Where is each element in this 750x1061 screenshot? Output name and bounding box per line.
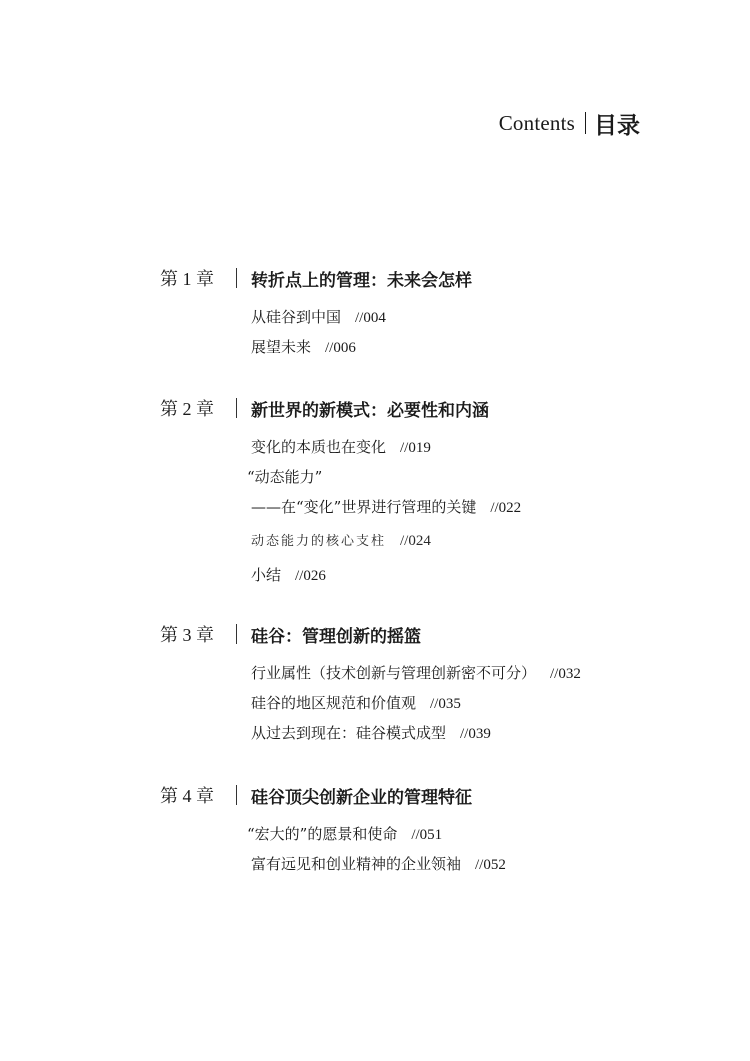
chapter-title: 硅谷顶尖创新企业的管理特征 <box>251 787 472 808</box>
toc-entry-title: 展望未来 <box>251 338 312 356</box>
toc-page-number: //026 <box>295 568 326 584</box>
section-list <box>247 432 660 590</box>
toc-entry[interactable] <box>251 332 660 362</box>
chapter-heading[interactable] <box>160 264 660 292</box>
toc-page-number: //024 <box>400 533 431 549</box>
section-list <box>247 819 660 879</box>
toc-entry[interactable] <box>251 432 660 462</box>
chapter-divider <box>236 398 237 418</box>
contents-title-en: Contents <box>498 110 575 135</box>
chapter-1 <box>160 264 660 362</box>
toc-entry[interactable] <box>251 658 660 688</box>
toc-page-number: //006 <box>325 340 356 356</box>
toc-entry-title: 动态能力的核心支柱 <box>251 534 387 549</box>
chapter-number: 第 2 章 <box>160 399 214 419</box>
chapter-number: 第 3 章 <box>160 625 214 645</box>
chapter-divider <box>236 624 237 644</box>
toc-page-number: //035 <box>430 696 461 712</box>
page-header <box>499 106 640 140</box>
contents-title-zh: 目录 <box>594 112 640 139</box>
toc-entry[interactable] <box>247 462 660 492</box>
toc-page-number: //051 <box>411 827 443 843</box>
chapter-3 <box>160 620 660 748</box>
toc-entry-title: 从过去到现在：硅谷模式成型 <box>251 724 447 742</box>
toc-entry[interactable] <box>251 492 660 522</box>
toc-entry-title: 富有远见和创业精神的企业领袖 <box>251 855 462 873</box>
chapter-divider <box>236 785 237 805</box>
toc-page-number: //022 <box>490 500 522 516</box>
toc-entry-title: “宏大的”的愿景和使命 <box>247 825 398 843</box>
chapter-heading[interactable] <box>160 781 660 809</box>
toc-entry[interactable] <box>251 688 660 718</box>
chapter-number: 第 1 章 <box>160 269 214 289</box>
chapter-title: 转折点上的管理：未来会怎样 <box>251 270 472 291</box>
header-divider <box>585 112 586 134</box>
toc-entry[interactable] <box>247 819 660 849</box>
section-list <box>251 658 660 748</box>
toc-entry-title: 变化的本质也在变化 <box>251 438 387 456</box>
chapter-title: 硅谷：管理创新的摇篮 <box>251 626 421 647</box>
toc-entry-title: 行业属性（技术创新与管理创新密不可分） <box>251 664 537 682</box>
toc-page-number: //019 <box>400 440 431 456</box>
chapter-heading[interactable] <box>160 394 660 422</box>
chapter-divider <box>236 268 237 288</box>
toc-entry-title: 从硅谷到中国 <box>251 308 342 326</box>
toc-page-number: //004 <box>355 310 386 326</box>
toc-entry[interactable] <box>251 849 660 879</box>
toc-entry[interactable] <box>251 526 660 556</box>
toc-entry-title: “动态能力” <box>247 468 323 486</box>
toc-entry-title: 小结 <box>251 566 282 584</box>
toc-page-number: //052 <box>475 857 506 873</box>
toc-entry-title: 硅谷的地区规范和价值观 <box>251 694 417 712</box>
toc-entry[interactable] <box>251 560 660 590</box>
chapter-number: 第 4 章 <box>160 786 214 806</box>
toc-entry[interactable] <box>251 302 660 332</box>
section-list <box>251 302 660 362</box>
chapter-2 <box>160 394 660 590</box>
toc-page-number: //039 <box>460 726 491 742</box>
chapter-heading[interactable] <box>160 620 660 648</box>
toc-entry[interactable] <box>251 718 660 748</box>
toc-page-number: //032 <box>550 666 581 682</box>
toc-entry-title: ——在“变化”世界进行管理的关键 <box>251 498 477 516</box>
chapter-title: 新世界的新模式：必要性和内涵 <box>251 400 489 421</box>
chapter-4 <box>160 781 660 879</box>
